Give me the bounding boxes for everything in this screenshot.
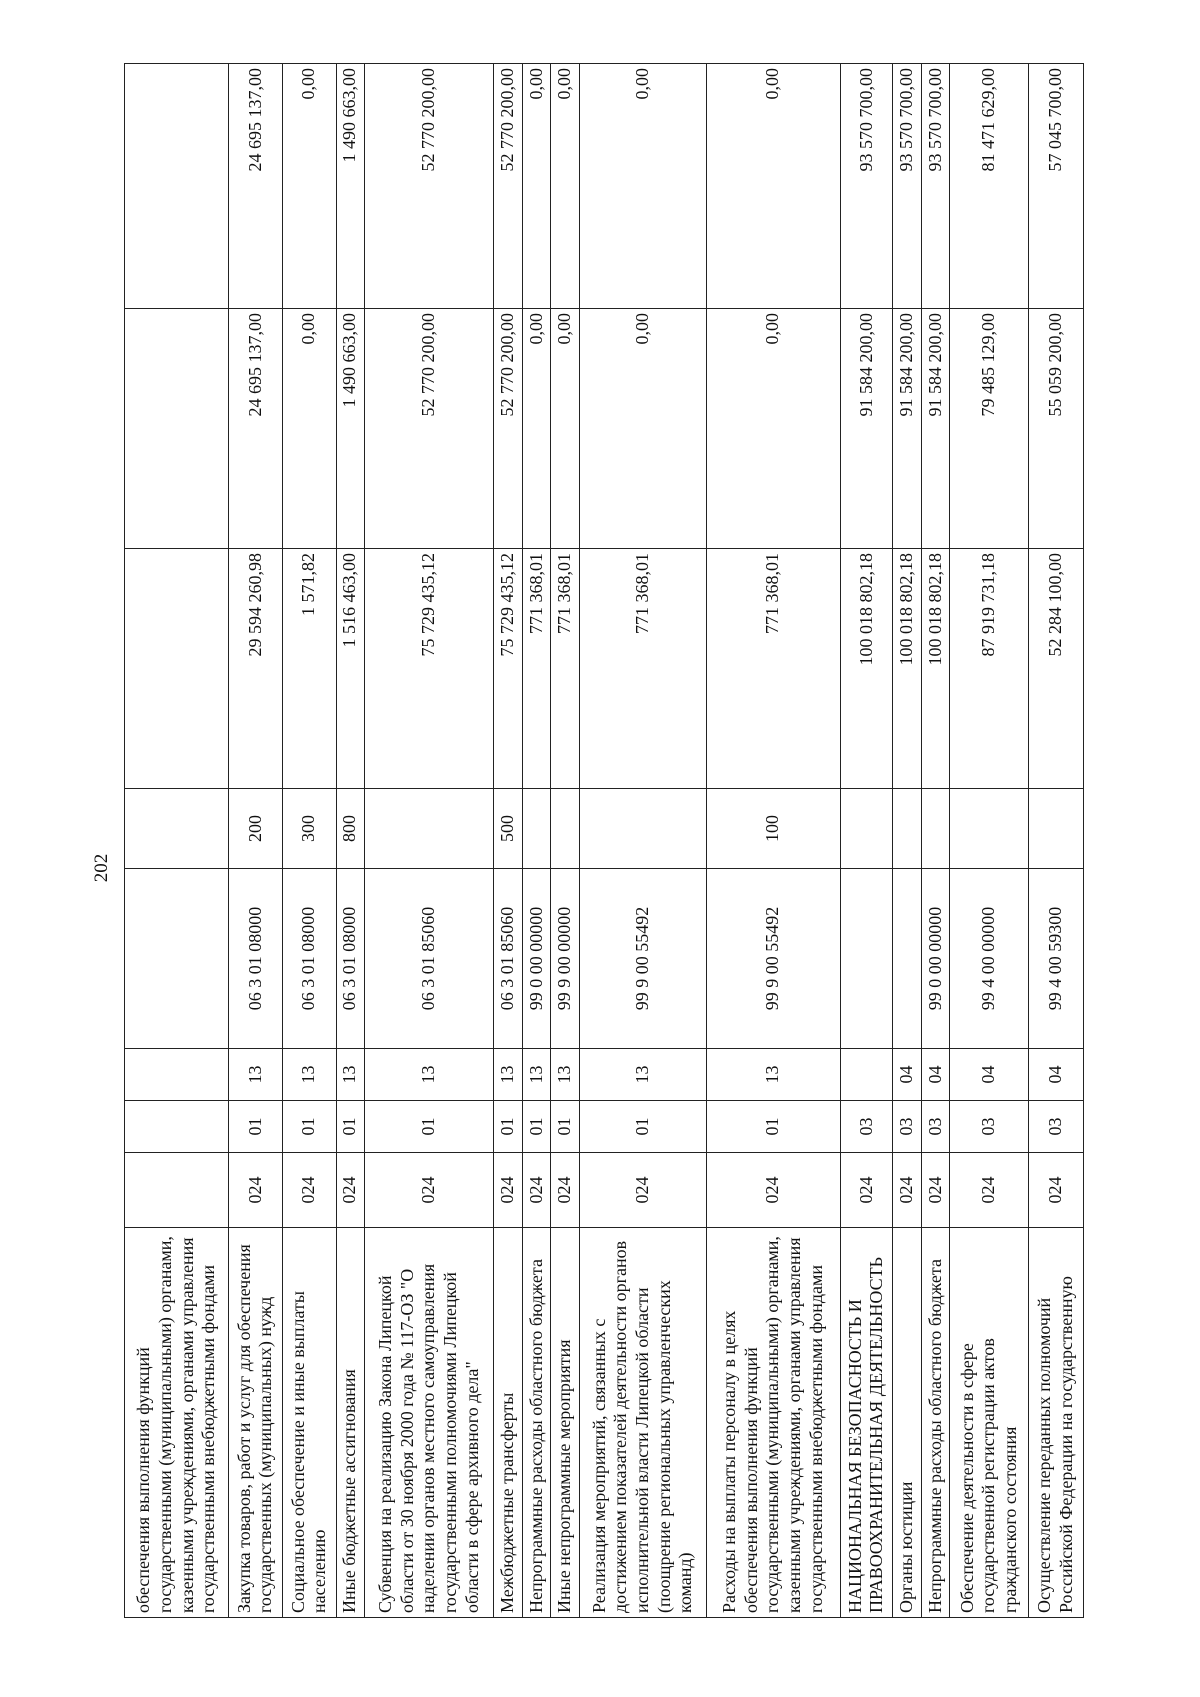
row-sum-year2: 0,00 [282,309,336,549]
row-sum-year3: 0,00 [551,64,579,309]
row-subsection: 04 [950,1049,1029,1101]
row-subsection: 04 [921,1049,949,1101]
row-expense-type [893,789,921,869]
row-admin-code: 024 [921,1153,949,1228]
row-section: 01 [522,1101,550,1153]
row-sum-year2: 0,00 [522,309,550,549]
table-row [579,64,706,1618]
row-name: Иные бюджетные ассигнования [336,1228,364,1618]
table-row [522,64,550,1618]
row-admin-code: 024 [579,1153,706,1228]
row-admin-code: 024 [840,1153,893,1228]
row-subsection [840,1049,893,1101]
row-expense-type [921,789,949,869]
table-row [125,64,229,1618]
row-sum-year3: 81 471 629,00 [950,64,1029,309]
row-sum-year2: 1 490 663,00 [336,309,364,549]
row-sum-year1: 52 284 100,00 [1029,549,1084,789]
table-row [893,64,921,1618]
row-sum-year2: 91 584 200,00 [921,309,949,549]
row-subsection [125,1049,229,1101]
row-name: Закупка товаров, работ и услуг для обеспечения государственных (муниципальных) нужд [229,1228,283,1618]
row-sum-year2: 24 695 137,00 [229,309,283,549]
row-sum-year3: 93 570 700,00 [921,64,949,309]
row-name: Социальное обеспечение и иные выплаты населению [282,1228,336,1618]
row-sum-year2: 91 584 200,00 [893,309,921,549]
row-admin-code: 024 [282,1153,336,1228]
row-expense-type [125,789,229,869]
row-target-article: 99 9 00 00000 [551,869,579,1049]
table-row [365,64,494,1618]
row-target-article: 06 3 01 08000 [336,869,364,1049]
row-sum-year3 [125,64,229,309]
table-row [706,64,840,1618]
row-sum-year2: 55 059 200,00 [1029,309,1084,549]
row-sum-year2: 91 584 200,00 [840,309,893,549]
row-sum-year3: 93 570 700,00 [893,64,921,309]
row-admin-code: 024 [522,1153,550,1228]
row-expense-type: 800 [336,789,364,869]
row-sum-year2: 0,00 [706,309,840,549]
row-name: Реализация мероприятий, связанных с достижением показателей деятельности органов исполнительной власти Липецкой области (поощрение региональных управленческих команд) [579,1228,706,1618]
table-row [336,64,364,1618]
row-section: 01 [229,1101,283,1153]
row-target-article: 99 0 00 00000 [921,869,949,1049]
row-target-article: 99 9 00 55492 [579,869,706,1049]
row-sum-year1: 1 516 463,00 [336,549,364,789]
row-admin-code: 024 [950,1153,1029,1228]
row-section: 03 [950,1101,1029,1153]
row-target-article [125,869,229,1049]
row-name: Осуществление переданных полномочий Российской Федерации на государственную [1029,1228,1084,1618]
row-section: 01 [336,1101,364,1153]
row-name: обеспечения выполнения функций государственными (муниципальными) органами, казенными учреждениями, органами управления государственными внебюджетными фондами [125,1228,229,1618]
row-section: 01 [579,1101,706,1153]
row-section: 03 [1029,1101,1084,1153]
row-section: 01 [365,1101,494,1153]
row-admin-code: 024 [1029,1153,1084,1228]
row-target-article: 99 4 00 59300 [1029,869,1084,1049]
rotated-page-content [124,64,1084,1618]
row-sum-year1: 771 368,01 [579,549,706,789]
row-subsection: 13 [706,1049,840,1101]
row-sum-year1: 75 729 435,12 [365,549,494,789]
row-admin-code [125,1153,229,1228]
row-target-article: 06 3 01 08000 [282,869,336,1049]
row-expense-type [1029,789,1084,869]
table-body [125,64,1084,1618]
page-number: 202 [91,853,112,883]
budget-table [124,63,1084,1618]
row-subsection: 04 [1029,1049,1084,1101]
row-name: Межбюджетные трансферты [494,1228,522,1618]
row-sum-year1: 100 018 802,18 [921,549,949,789]
row-section: 03 [840,1101,893,1153]
row-subsection: 13 [551,1049,579,1101]
row-sum-year1: 100 018 802,18 [840,549,893,789]
row-sum-year3: 0,00 [579,64,706,309]
row-admin-code: 024 [893,1153,921,1228]
table-row [1029,64,1084,1618]
row-sum-year1: 771 368,01 [706,549,840,789]
table-row [282,64,336,1618]
row-subsection: 04 [893,1049,921,1101]
row-sum-year3: 0,00 [522,64,550,309]
row-sum-year1: 87 919 731,18 [950,549,1029,789]
row-expense-type: 200 [229,789,283,869]
row-sum-year1: 100 018 802,18 [893,549,921,789]
row-name: Непрограммные расходы областного бюджета [522,1228,550,1618]
row-subsection: 13 [494,1049,522,1101]
table-row [921,64,949,1618]
row-sum-year3: 52 770 200,00 [494,64,522,309]
row-sum-year2: 0,00 [551,309,579,549]
row-sum-year3: 52 770 200,00 [365,64,494,309]
row-target-article [893,869,921,1049]
row-sum-year2 [125,309,229,549]
row-sum-year2: 79 485 129,00 [950,309,1029,549]
row-sum-year3: 93 570 700,00 [840,64,893,309]
row-target-article: 99 0 00 00000 [522,869,550,1049]
row-expense-type [522,789,550,869]
row-target-article: 06 3 01 08000 [229,869,283,1049]
row-expense-type: 500 [494,789,522,869]
row-sum-year1: 1 571,82 [282,549,336,789]
row-subsection: 13 [365,1049,494,1101]
row-admin-code: 024 [336,1153,364,1228]
row-section: 01 [282,1101,336,1153]
row-sum-year2: 52 770 200,00 [365,309,494,549]
row-name: НАЦИОНАЛЬНАЯ БЕЗОПАСНОСТЬ И ПРАВООХРАНИТЕЛЬНАЯ ДЕЯТЕЛЬНОСТЬ [840,1228,893,1618]
row-name: Расходы на выплаты персоналу в целях обеспечения выполнения функций государственными (муниципальными) органами, казенными учреждениями, органами управления государственными внебюджетными фондами [706,1228,840,1618]
row-expense-type [950,789,1029,869]
row-subsection: 13 [336,1049,364,1101]
row-sum-year3: 1 490 663,00 [336,64,364,309]
row-subsection: 13 [522,1049,550,1101]
row-admin-code: 024 [551,1153,579,1228]
row-sum-year1: 75 729 435,12 [494,549,522,789]
row-expense-type [840,789,893,869]
row-sum-year2: 52 770 200,00 [494,309,522,549]
row-sum-year3: 0,00 [282,64,336,309]
row-subsection: 13 [229,1049,283,1101]
row-name: Иные непрограммные мероприятия [551,1228,579,1618]
row-section: 01 [706,1101,840,1153]
row-sum-year2: 0,00 [579,309,706,549]
row-target-article: 99 9 00 55492 [706,869,840,1049]
row-target-article: 06 3 01 85060 [494,869,522,1049]
row-admin-code: 024 [494,1153,522,1228]
row-expense-type: 100 [706,789,840,869]
row-name: Субвенция на реализацию Закона Липецкой области от 30 ноября 2000 года № 117-ОЗ "О наделении органов местного самоуправления государственными полномочиями Липецкой области в сфере архивного дела" [365,1228,494,1618]
table-row [551,64,579,1618]
row-name: Органы юстиции [893,1228,921,1618]
row-expense-type [365,789,494,869]
row-target-article: 99 4 00 00000 [950,869,1029,1049]
row-name: Непрограммные расходы областного бюджета [921,1228,949,1618]
row-admin-code: 024 [229,1153,283,1228]
row-sum-year3: 57 045 700,00 [1029,64,1084,309]
row-sum-year1 [125,549,229,789]
row-admin-code: 024 [365,1153,494,1228]
row-section: 01 [551,1101,579,1153]
row-section: 03 [921,1101,949,1153]
row-sum-year3: 24 695 137,00 [229,64,283,309]
row-target-article [840,869,893,1049]
row-section [125,1101,229,1153]
row-target-article: 06 3 01 85060 [365,869,494,1049]
row-sum-year1: 771 368,01 [551,549,579,789]
table-row [494,64,522,1618]
row-section: 01 [494,1101,522,1153]
row-expense-type [579,789,706,869]
row-expense-type [551,789,579,869]
row-expense-type: 300 [282,789,336,869]
row-admin-code: 024 [706,1153,840,1228]
row-subsection: 13 [282,1049,336,1101]
table-row [229,64,283,1618]
row-sum-year1: 29 594 260,98 [229,549,283,789]
row-subsection: 13 [579,1049,706,1101]
row-sum-year3: 0,00 [706,64,840,309]
table-row [840,64,893,1618]
table-row [950,64,1029,1618]
row-section: 03 [893,1101,921,1153]
row-name: Обеспечение деятельности в сфере государственной регистрации актов гражданского состояния [950,1228,1029,1618]
row-sum-year1: 771 368,01 [522,549,550,789]
